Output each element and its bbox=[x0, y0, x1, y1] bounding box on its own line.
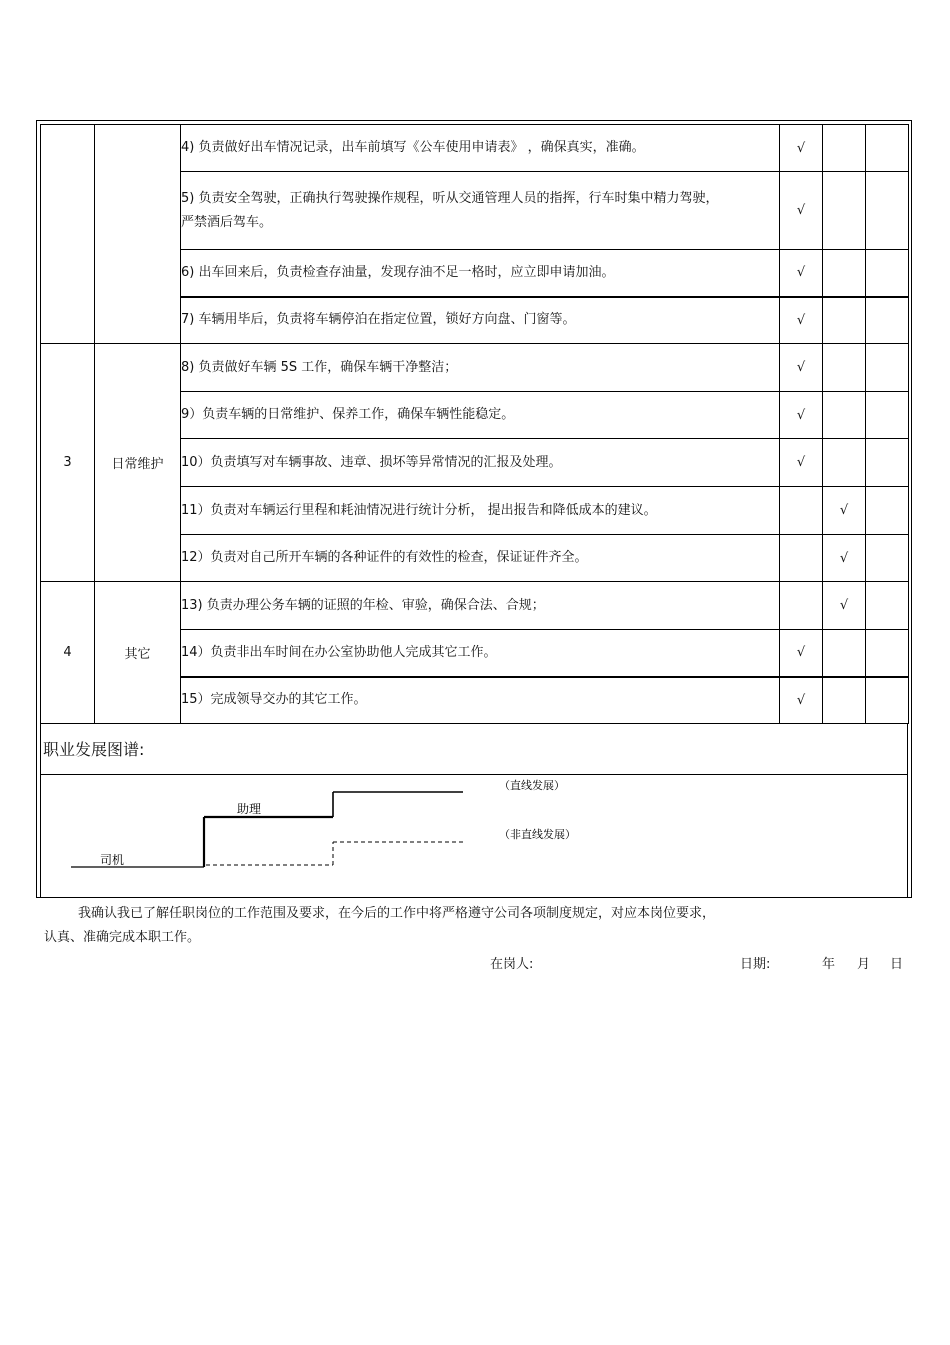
check-mark bbox=[780, 535, 823, 582]
check-mark: √ bbox=[780, 439, 823, 487]
career-path-diagram bbox=[40, 775, 908, 897]
check-mark bbox=[866, 582, 909, 630]
check-mark: √ bbox=[780, 250, 823, 297]
check-mark bbox=[823, 392, 866, 439]
table-row bbox=[41, 125, 909, 172]
career-section-title: 职业发展图谱: bbox=[40, 724, 908, 775]
check-mark: √ bbox=[823, 487, 866, 535]
driver-label: 司机 bbox=[100, 853, 125, 867]
duty-text: 8) 负责做好车辆 5S 工作，确保车辆干净整洁； bbox=[181, 344, 780, 392]
check-mark: √ bbox=[780, 344, 823, 392]
confirmation-line-1: 我确认我已了解任职岗位的工作范围及要求，在今后的工作中将严格遵守公司各项制度规定，对应本岗位要求， bbox=[78, 906, 716, 921]
assistant-label: 助理 bbox=[237, 802, 262, 816]
duty-text: 7) 车辆用毕后，负责将车辆停泊在指定位置，锁好方向盘、门窗等。 bbox=[181, 297, 780, 344]
duty-text: 4) 负责做好出车情况记录，出车前填写《公车使用申请表》 ，确保真实，准确。 bbox=[181, 125, 780, 172]
check-mark bbox=[866, 630, 909, 677]
duties-table bbox=[40, 124, 909, 724]
check-mark bbox=[866, 344, 909, 392]
check-mark bbox=[780, 487, 823, 535]
check-mark bbox=[823, 344, 866, 392]
group-number: 3 bbox=[41, 344, 95, 582]
confirmation-line-2: 认真、准确完成本职工作。 bbox=[44, 930, 201, 945]
check-mark: √ bbox=[823, 535, 866, 582]
nonlinear-legend: （非直线发展） bbox=[499, 828, 576, 841]
date-label: 日期: bbox=[740, 957, 771, 972]
duty-text: 9）负责车辆的日常维护、保养工作，确保车辆性能稳定。 bbox=[181, 392, 780, 439]
linear-legend: （直线发展） bbox=[499, 779, 565, 792]
check-mark bbox=[866, 392, 909, 439]
check-mark: √ bbox=[780, 677, 823, 724]
group-number: 4 bbox=[41, 582, 95, 724]
check-mark bbox=[866, 677, 909, 724]
confirmation-statement bbox=[44, 902, 904, 950]
check-mark bbox=[866, 535, 909, 582]
duty-text: 5) 负责安全驾驶，正确执行驾驶操作规程，听从交通管理人员的指挥，行车时集中精力驾驶，严禁酒后驾车。 bbox=[181, 172, 780, 250]
incumbent-label: 在岗人: bbox=[490, 957, 534, 972]
check-mark bbox=[823, 250, 866, 297]
duty-text: 14）负责非出车时间在办公室协助他人完成其它工作。 bbox=[181, 630, 780, 677]
check-mark bbox=[823, 172, 866, 250]
check-mark: √ bbox=[780, 630, 823, 677]
duty-text: 11）负责对车辆运行里程和耗油情况进行统计分析， 提出报告和降低成本的建议。 bbox=[181, 487, 780, 535]
month-label: 月 bbox=[857, 957, 871, 972]
duty-form-frame bbox=[36, 120, 912, 898]
check-mark: √ bbox=[823, 582, 866, 630]
group-category: 日常维护 bbox=[95, 344, 181, 582]
table-row bbox=[41, 582, 909, 630]
check-mark: √ bbox=[780, 392, 823, 439]
check-mark bbox=[866, 439, 909, 487]
check-mark bbox=[866, 250, 909, 297]
group-category: 其它 bbox=[95, 582, 181, 724]
duty-text: 13) 负责办理公务车辆的证照的年检、审验，确保合法、合规； bbox=[181, 582, 780, 630]
day-label: 日 bbox=[890, 957, 904, 972]
duty-text: 6) 出车回来后，负责检查存油量，发现存油不足一格时，应立即申请加油。 bbox=[181, 250, 780, 297]
check-mark bbox=[823, 297, 866, 344]
check-mark bbox=[866, 125, 909, 172]
check-mark bbox=[866, 487, 909, 535]
check-mark: √ bbox=[780, 297, 823, 344]
group-category-cell bbox=[95, 125, 181, 344]
check-mark bbox=[823, 125, 866, 172]
career-path-svg bbox=[41, 775, 907, 897]
table-row bbox=[41, 344, 909, 392]
check-mark bbox=[823, 677, 866, 724]
check-mark bbox=[823, 630, 866, 677]
duty-text: 15）完成领导交办的其它工作。 bbox=[181, 677, 780, 724]
duty-text: 10）负责填写对车辆事故、违章、损坏等异常情况的汇报及处理。 bbox=[181, 439, 780, 487]
duty-text: 12）负责对自己所开车辆的各种证件的有效性的检查，保证证件齐全。 bbox=[181, 535, 780, 582]
check-mark bbox=[866, 297, 909, 344]
check-mark bbox=[780, 582, 823, 630]
check-mark bbox=[823, 439, 866, 487]
year-label: 年 bbox=[822, 957, 836, 972]
check-mark: √ bbox=[780, 125, 823, 172]
check-mark bbox=[866, 172, 909, 250]
check-mark: √ bbox=[780, 172, 823, 250]
group-number-cell bbox=[41, 125, 95, 344]
